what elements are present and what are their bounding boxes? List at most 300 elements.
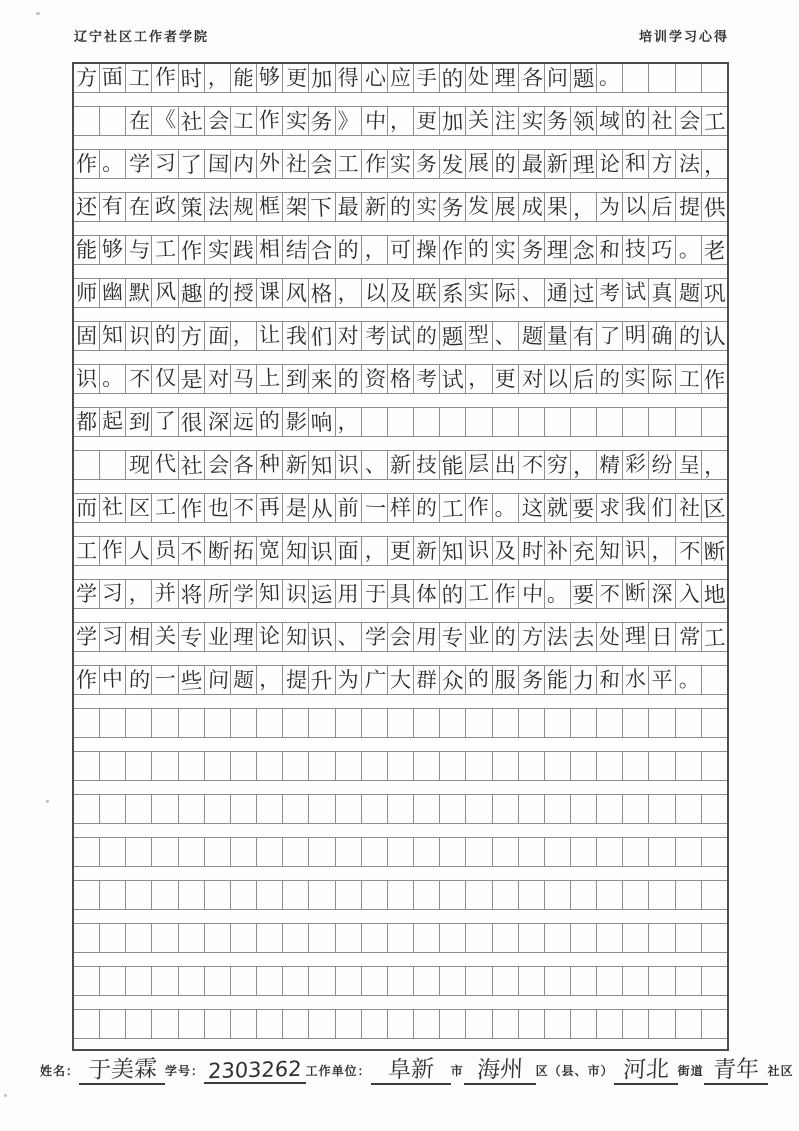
- grid-cell: [518, 795, 544, 823]
- manuscript-grid: [72, 62, 729, 1051]
- handwritten-char: 应: [389, 65, 411, 90]
- handwritten-char: 从: [310, 495, 334, 522]
- handwritten-char: 的: [624, 107, 647, 132]
- grid-cell: [151, 150, 177, 178]
- handwritten-char: 手: [415, 65, 438, 90]
- handwritten-char: 以: [546, 366, 568, 391]
- grid-cell: [596, 623, 622, 651]
- handwritten-char: 识: [337, 452, 359, 477]
- grid-cell: [361, 623, 387, 651]
- grid-cell: [282, 150, 308, 178]
- handwritten-char: 的: [258, 408, 281, 433]
- grid-row: [74, 408, 727, 437]
- grid-cell: [335, 838, 361, 866]
- grid-cell: [701, 1010, 727, 1038]
- handwritten-char: 。: [678, 237, 701, 262]
- handwritten-char: 用: [337, 581, 359, 606]
- handwritten-char: 上: [258, 365, 281, 390]
- handwritten-char: 资: [364, 366, 387, 391]
- grid-cell: [439, 236, 465, 264]
- grid-cell: [256, 236, 282, 264]
- handwritten-char: 实: [521, 108, 544, 133]
- grid-cell: [648, 881, 674, 909]
- grid-cell: [282, 924, 308, 952]
- grid-cell: [439, 107, 465, 135]
- handwritten-char: 考: [415, 366, 438, 391]
- handwritten-char: 仅: [153, 365, 176, 390]
- grid-cell: [99, 365, 125, 393]
- handwritten-char: 样: [389, 495, 411, 520]
- handwritten-char: 来: [310, 366, 334, 393]
- grid-cell: [125, 838, 151, 866]
- grid-cell: [596, 1010, 622, 1038]
- grid-cell: [648, 537, 674, 565]
- handwritten-char: 些: [179, 667, 203, 694]
- handwritten-char: 《: [153, 107, 176, 132]
- grid-cell: [256, 752, 282, 780]
- handwritten-char: 最: [521, 151, 544, 176]
- handwritten-char: 论: [258, 623, 281, 648]
- handwritten-char: 是: [179, 366, 203, 393]
- grid-cell: [308, 537, 334, 565]
- grid-cell: [99, 236, 125, 264]
- handwritten-char: 员: [153, 537, 176, 562]
- grid-cell: [335, 1010, 361, 1038]
- grid-cell: [99, 1010, 125, 1038]
- grid-cell: [387, 193, 413, 221]
- handwritten-char: 作: [76, 151, 98, 176]
- grid-cell: [675, 924, 701, 952]
- grid-cell: [282, 537, 308, 565]
- grid-cell: [596, 236, 622, 264]
- grid-cell: [204, 236, 230, 264]
- scan-speck: [46, 800, 49, 803]
- grid-cell: [622, 881, 648, 909]
- grid-cell: [492, 838, 518, 866]
- grid-cell: [125, 150, 151, 178]
- grid-cell: [74, 451, 99, 479]
- handwritten-char: 技: [415, 452, 438, 477]
- grid-cell: [648, 1010, 674, 1038]
- grid-cell: [701, 322, 727, 350]
- grid-cell: [308, 881, 334, 909]
- grid-cell: [518, 623, 544, 651]
- grid-cell: [544, 365, 570, 393]
- handwritten-char: ，: [232, 323, 255, 348]
- grid-cell: [256, 279, 282, 307]
- handwritten-char: 真: [651, 280, 673, 305]
- handwritten-char: 政: [153, 193, 176, 218]
- grid-cell: [622, 193, 648, 221]
- grid-cell: [518, 279, 544, 307]
- handwritten-char: 具: [389, 581, 411, 606]
- grid-cell: [178, 236, 204, 264]
- handwritten-char: 作: [179, 495, 203, 522]
- grid-cell: [256, 451, 282, 479]
- grid-cell: [439, 838, 465, 866]
- handwritten-char: 实: [207, 237, 230, 262]
- grid-cell: [178, 752, 204, 780]
- grid-cell: [701, 967, 727, 995]
- grid-cell: [178, 623, 204, 651]
- handwritten-char: 知: [285, 538, 308, 563]
- grid-cell: [204, 537, 230, 565]
- grid-cell: [74, 709, 99, 737]
- grid-cell: [413, 537, 439, 565]
- handwritten-char: 精: [598, 452, 621, 477]
- grid-cell: [204, 451, 230, 479]
- handwritten-char: 各: [232, 452, 255, 477]
- handwritten-char: 结: [285, 237, 308, 262]
- grid-cell: [74, 193, 99, 221]
- handwritten-char: 工: [702, 108, 726, 135]
- grid-cell: [230, 494, 256, 522]
- grid-cell: [282, 365, 308, 393]
- grid-cell: [622, 451, 648, 479]
- grid-cell: [230, 666, 256, 694]
- handwritten-char: 的: [441, 581, 465, 608]
- handwritten-char: 学: [232, 581, 255, 606]
- handwritten-char: 的: [389, 194, 411, 219]
- grid-cell: [492, 494, 518, 522]
- grid-cell: [465, 537, 491, 565]
- handwritten-char: 际: [494, 280, 516, 305]
- grid-cell: [439, 623, 465, 651]
- handwritten-char: 作: [467, 494, 490, 519]
- grid-gap: [74, 523, 727, 537]
- handwritten-char: 求: [598, 495, 621, 520]
- grid-cell: [701, 580, 727, 608]
- handwritten-char: 学: [76, 624, 98, 649]
- handwritten-char: 认: [702, 323, 726, 350]
- grid-cell: [544, 967, 570, 995]
- handwritten-char: 不: [232, 495, 255, 520]
- handwritten-char: 和: [598, 237, 621, 262]
- grid-cell: [596, 795, 622, 823]
- handwritten-char: 题: [572, 65, 596, 92]
- grid-cell: [361, 709, 387, 737]
- grid-cell: [544, 709, 570, 737]
- handwritten-char: 工: [441, 495, 465, 522]
- grid-cell: [518, 451, 544, 479]
- handwritten-char: 处: [598, 624, 621, 649]
- grid-cell: [596, 494, 622, 522]
- grid-cell: [151, 1010, 177, 1038]
- handwritten-char: 题: [678, 280, 701, 305]
- grid-cell: [335, 451, 361, 479]
- handwritten-char: 实: [389, 151, 411, 176]
- grid-cell: [151, 537, 177, 565]
- handwritten-char: 社: [179, 452, 203, 479]
- handwritten-char: 一: [153, 666, 176, 691]
- grid-cell: [256, 494, 282, 522]
- handwritten-char: 巩: [702, 280, 726, 307]
- handwritten-char: 题: [441, 323, 465, 350]
- grid-cell: [518, 752, 544, 780]
- grid-cell: [204, 193, 230, 221]
- grid-cell: [204, 365, 230, 393]
- grid-cell: [701, 709, 727, 737]
- grid-cell: [178, 408, 204, 436]
- grid-cell: [701, 193, 727, 221]
- handwritten-char: 作: [258, 107, 281, 132]
- grid-cell: [622, 236, 648, 264]
- handwritten-char: 体: [415, 581, 438, 606]
- grid-cell: [308, 967, 334, 995]
- handwritten-char: 社: [285, 151, 308, 176]
- handwritten-char: 业: [467, 623, 490, 648]
- grid-gap: [74, 781, 727, 795]
- grid-cell: [648, 666, 674, 694]
- grid-cell: [570, 193, 596, 221]
- handwritten-char: 常: [678, 624, 701, 649]
- grid-cell: [492, 279, 518, 307]
- grid-cell: [622, 580, 648, 608]
- grid-cell: [361, 322, 387, 350]
- handwritten-char: 识: [285, 581, 308, 606]
- handwritten-char: 更: [494, 366, 516, 391]
- handwritten-char: 在: [128, 108, 151, 133]
- handwritten-char: 人: [128, 538, 151, 563]
- grid-cell: [701, 451, 727, 479]
- handwritten-char: 的: [467, 666, 490, 691]
- handwritten-char: 框: [258, 193, 281, 218]
- grid-cell: [518, 924, 544, 952]
- handwritten-char: 的: [598, 366, 621, 391]
- grid-cell: [308, 1010, 334, 1038]
- handwritten-char: 习: [101, 623, 124, 648]
- handwritten-char: 的: [415, 495, 438, 520]
- handwritten-char: 提: [678, 194, 701, 219]
- grid-cell: [675, 838, 701, 866]
- grid-gap: [74, 996, 727, 1010]
- grid-cell: [308, 365, 334, 393]
- grid-cell: [256, 881, 282, 909]
- handwritten-char: 对: [521, 366, 544, 391]
- community-suffix-label: 社区: [767, 1064, 794, 1078]
- grid-cell: [256, 537, 282, 565]
- grid-gap: [74, 265, 727, 279]
- grid-cell: [622, 666, 648, 694]
- grid-cell: [648, 451, 674, 479]
- grid-cell: [465, 580, 491, 608]
- grid-cell: [622, 494, 648, 522]
- grid-cell: [125, 666, 151, 694]
- grid-cell: [596, 64, 622, 92]
- grid-cell: [361, 752, 387, 780]
- grid-cell: [465, 365, 491, 393]
- grid-cell: [256, 967, 282, 995]
- grid-cell: [439, 1010, 465, 1038]
- grid-cell: [675, 107, 701, 135]
- city-field: [371, 1058, 451, 1085]
- student-id-field: [204, 1056, 306, 1084]
- grid-cell: [518, 322, 544, 350]
- grid-cell: [413, 322, 439, 350]
- grid-cell: [675, 494, 701, 522]
- grid-cell: [648, 193, 674, 221]
- community-handwriting: 青年: [712, 1056, 760, 1084]
- handwritten-char: 理: [546, 237, 568, 262]
- grid-cell: [282, 193, 308, 221]
- grid-cell: [125, 967, 151, 995]
- handwritten-char: 》: [337, 108, 359, 133]
- handwritten-char: 断: [624, 580, 647, 605]
- grid-cell: [335, 107, 361, 135]
- grid-cell: [675, 365, 701, 393]
- handwritten-char: 深: [651, 581, 673, 606]
- handwritten-char: 的: [494, 151, 516, 176]
- grid-cell: [204, 150, 230, 178]
- grid-cell: [178, 666, 204, 694]
- grid-cell: [465, 709, 491, 737]
- grid-cell: [151, 322, 177, 350]
- grid-cell: [282, 881, 308, 909]
- grid-cell: [675, 709, 701, 737]
- grid-cell: [544, 279, 570, 307]
- grid-cell: [439, 193, 465, 221]
- handwritten-char: 用: [415, 624, 438, 649]
- grid-cell: [622, 752, 648, 780]
- grid-cell: [544, 322, 570, 350]
- handwritten-char: 为: [337, 667, 359, 692]
- grid-cell: [492, 666, 518, 694]
- grid-gap: [74, 351, 727, 365]
- handwritten-char: 理: [232, 624, 255, 649]
- handwritten-char: 知: [598, 538, 621, 563]
- grid-cell: [622, 408, 648, 436]
- grid-cell: [465, 795, 491, 823]
- handwritten-char: 、: [521, 280, 544, 305]
- handwritten-char: 工: [337, 151, 359, 176]
- handwritten-char: 彩: [624, 451, 647, 476]
- grid-cell: [701, 537, 727, 565]
- handwritten-char: 理: [572, 151, 596, 178]
- work-unit-label: 工作单位：: [305, 1064, 371, 1078]
- grid-cell: [204, 623, 230, 651]
- grid-cell: [230, 924, 256, 952]
- handwritten-char: 于: [364, 581, 387, 606]
- grid-cell: [230, 193, 256, 221]
- grid-cell: [99, 279, 125, 307]
- grid-cell: [675, 279, 701, 307]
- grid-cell: [439, 752, 465, 780]
- handwritten-char: 够: [101, 236, 124, 261]
- handwritten-char: 新: [389, 452, 411, 477]
- grid-row: [74, 795, 727, 824]
- handwritten-char: 实: [624, 365, 647, 390]
- handwritten-char: 纷: [651, 452, 673, 477]
- grid-cell: [622, 1010, 648, 1038]
- grid-cell: [74, 881, 99, 909]
- handwritten-char: 发: [467, 193, 490, 218]
- grid-cell: [465, 279, 491, 307]
- handwritten-char: 心: [364, 65, 387, 90]
- handwritten-char: 确: [651, 323, 673, 348]
- grid-cell: [361, 193, 387, 221]
- handwritten-char: 工: [153, 494, 176, 519]
- name-label: 姓名：: [40, 1064, 80, 1078]
- grid-gap: [74, 566, 727, 580]
- grid-cell: [570, 236, 596, 264]
- handwritten-char: 量: [546, 323, 568, 348]
- grid-cell: [518, 838, 544, 866]
- handwritten-char: 工: [153, 236, 176, 261]
- street-suffix-label: 街道: [677, 1064, 704, 1078]
- handwritten-char: ，: [389, 108, 411, 133]
- grid-cell: [125, 1010, 151, 1038]
- handwritten-char: 成: [521, 194, 544, 219]
- grid-cell: [308, 322, 334, 350]
- grid-cell: [335, 322, 361, 350]
- grid-cell: [99, 537, 125, 565]
- grid-cell: [178, 924, 204, 952]
- district-handwriting: 海州: [476, 1056, 524, 1084]
- grid-cell: [230, 408, 256, 436]
- grid-cell: [308, 709, 334, 737]
- grid-cell: [256, 64, 282, 92]
- grid-cell: [99, 881, 125, 909]
- grid-gap: [74, 480, 727, 494]
- grid-cell: [230, 1010, 256, 1038]
- grid-cell: [178, 795, 204, 823]
- handwritten-char: 一: [364, 495, 387, 520]
- handwritten-char: 论: [598, 151, 621, 176]
- grid-cell: [99, 838, 125, 866]
- name-handwriting: 于美霖: [86, 1056, 158, 1084]
- handwritten-char: 新: [364, 194, 387, 219]
- grid-cell: [230, 150, 256, 178]
- grid-cell: [387, 236, 413, 264]
- grid-cell: [544, 408, 570, 436]
- grid-cell: [387, 1010, 413, 1038]
- handwritten-char: 们: [651, 495, 673, 520]
- grid-cell: [544, 150, 570, 178]
- grid-cell: [256, 322, 282, 350]
- grid-cell: [335, 408, 361, 436]
- grid-cell: [256, 666, 282, 694]
- grid-cell: [74, 623, 99, 651]
- grid-cell: [648, 924, 674, 952]
- handwritten-char: 们: [310, 323, 334, 350]
- grid-cell: [282, 838, 308, 866]
- grid-cell: [622, 924, 648, 952]
- grid-cell: [675, 580, 701, 608]
- grid-cell: [387, 967, 413, 995]
- handwritten-char: ，: [364, 237, 387, 262]
- handwritten-char: 及: [494, 538, 516, 563]
- grid-cell: [648, 279, 674, 307]
- grid-cell: [518, 365, 544, 393]
- grid-cell: [413, 150, 439, 178]
- grid-cell: [622, 64, 648, 92]
- grid-row: [74, 322, 727, 351]
- handwritten-char: 试: [624, 279, 647, 304]
- handwritten-char: 面: [337, 538, 359, 563]
- grid-gap: [74, 953, 727, 967]
- handwritten-char: 实: [494, 237, 516, 262]
- grid-cell: [701, 494, 727, 522]
- grid-cell: [570, 64, 596, 92]
- grid-row: [74, 107, 727, 136]
- grid-cell: [596, 279, 622, 307]
- handwritten-char: 面: [207, 323, 230, 348]
- grid-cell: [151, 709, 177, 737]
- handwritten-char: 理: [494, 65, 516, 90]
- handwritten-char: 业: [207, 624, 230, 649]
- handwritten-char: 实: [285, 108, 308, 133]
- grid-cell: [308, 795, 334, 823]
